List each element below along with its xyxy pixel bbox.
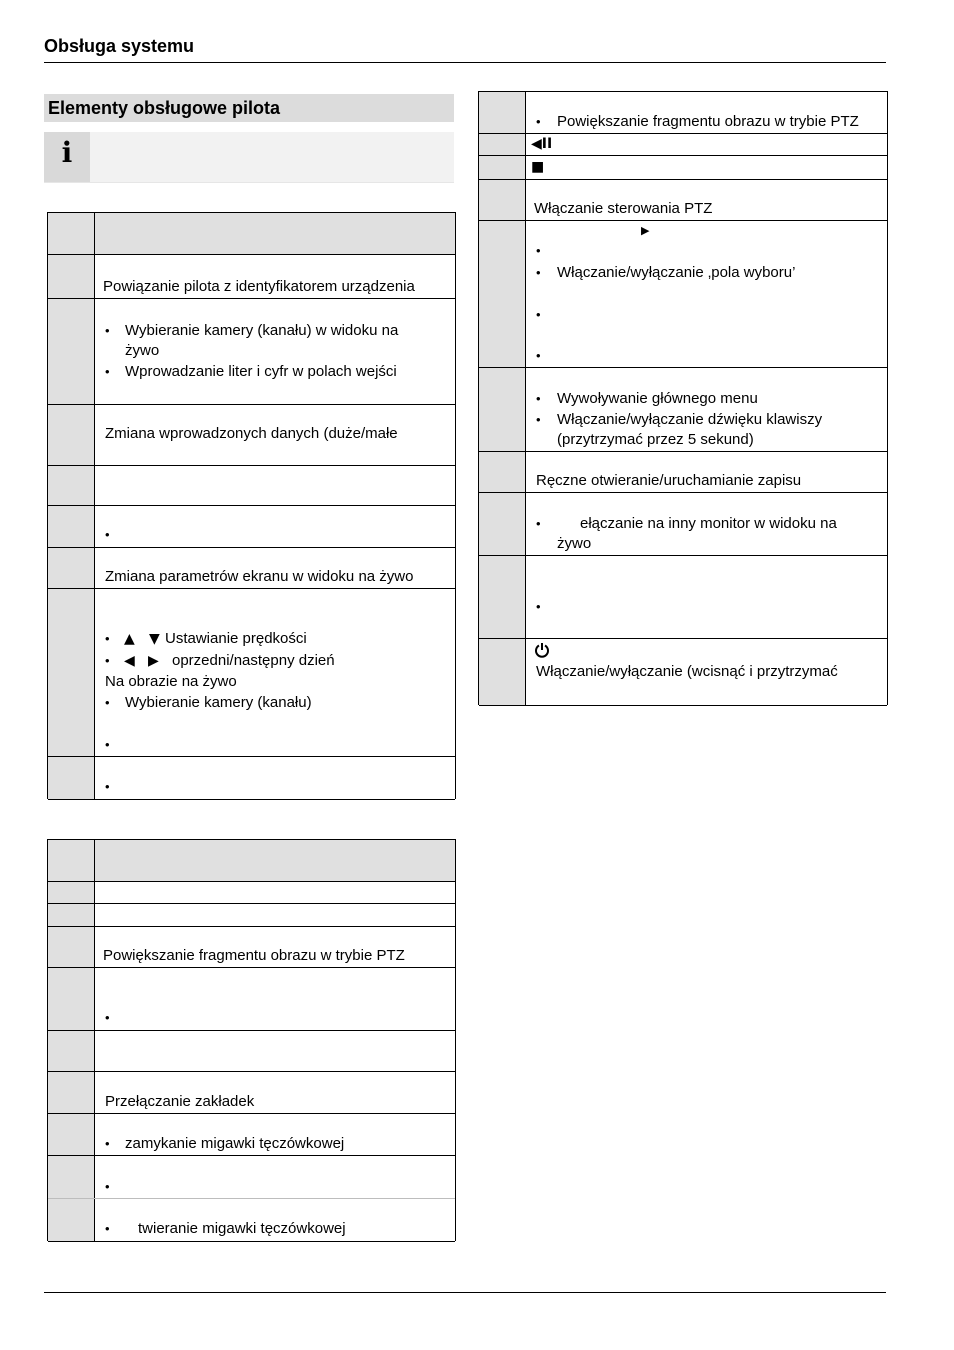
table-row <box>48 927 455 968</box>
row-description: Wprowadzanie liter i cyfr w polach wejści <box>125 363 397 380</box>
key-column-cell <box>48 1114 95 1155</box>
bullet-icon: • <box>105 1221 110 1236</box>
table-row <box>479 556 887 639</box>
key-column-cell <box>48 757 95 799</box>
key-column-cell <box>48 882 95 903</box>
key-column-cell <box>479 180 526 220</box>
key-column-cell <box>48 255 95 298</box>
table-row <box>48 882 455 904</box>
power-icon <box>534 642 550 658</box>
bullet-icon: • <box>105 779 110 794</box>
bullet-icon: • <box>536 265 541 280</box>
key-column-cell <box>479 493 526 555</box>
table-row <box>48 255 455 299</box>
bullet-icon: • <box>536 348 541 363</box>
bullet-icon: • <box>105 1136 110 1151</box>
bullet-icon: • <box>105 323 110 338</box>
row-description: ełączanie na inny monitor w widoku na <box>580 515 837 532</box>
row-description: oprzedni/następny dzień <box>172 652 335 669</box>
bullet-icon: • <box>536 516 541 531</box>
table-row <box>48 1156 455 1199</box>
key-column-cell <box>479 452 526 492</box>
info-icon: i <box>44 132 90 182</box>
row-description: Powiązanie pilota z identyfikatorem urządzenia <box>103 278 415 295</box>
arrow-down-icon: ▼ <box>149 631 160 647</box>
key-column-cell <box>48 1156 95 1198</box>
row-description: żywo <box>125 342 160 359</box>
key-column-cell <box>48 968 95 1030</box>
key-column-cell <box>479 639 526 705</box>
arrow-left-icon: ◀ <box>124 653 135 669</box>
bullet-icon: • <box>105 737 110 752</box>
table-row <box>479 639 887 706</box>
row-description: twieranie migawki tęczówkowej <box>138 1220 346 1237</box>
table-row <box>48 299 455 405</box>
bullet-icon: • <box>105 527 110 542</box>
table-row <box>48 589 455 757</box>
row-description: (przytrzymać przez 5 sekund) <box>557 431 754 448</box>
table-row <box>479 221 887 368</box>
bullet-icon: • <box>105 653 110 668</box>
table-header <box>48 213 455 255</box>
row-description: Na obrazie na żywo <box>105 673 237 690</box>
table-row <box>48 904 455 927</box>
key-column-cell <box>48 1199 95 1241</box>
bullet-icon: • <box>536 599 541 614</box>
row-description: Ustawianie prędkości <box>165 630 307 647</box>
key-column-cell <box>48 299 95 404</box>
row-description: Włączanie/wyłączanie (wcisnąć i przytrzymać <box>536 663 838 680</box>
bullet-icon: • <box>105 631 110 646</box>
table-row <box>479 368 887 452</box>
table-row <box>479 134 887 156</box>
key-column-cell <box>479 134 526 155</box>
table-row <box>48 1072 455 1114</box>
key-column-cell <box>48 1031 95 1071</box>
table-row <box>48 548 455 589</box>
row-description: Zmiana wprowadzonych danych (duże/małe <box>105 425 398 442</box>
arrow-up-icon: ▲ <box>124 631 135 647</box>
table-row <box>479 92 887 134</box>
key-column-cell <box>479 156 526 179</box>
table-row <box>479 156 887 180</box>
row-description: Powiększanie fragmentu obrazu w trybie PTZ <box>103 947 405 964</box>
header-rule <box>44 62 886 63</box>
row-description: Włączanie/wyłączanie dźwięku klawiszy <box>557 411 823 428</box>
bullet-icon: • <box>105 364 110 379</box>
key-column-cell <box>48 405 95 465</box>
table-row <box>48 757 455 800</box>
key-column-cell <box>48 506 95 547</box>
table-row <box>48 1114 455 1156</box>
key-column-cell <box>479 556 526 638</box>
row-description: Włączanie/wyłączanie ‚pola wyboru’ <box>557 264 796 281</box>
row-description: Wybieranie kamery (kanału) w widoku na <box>125 322 399 339</box>
row-description: Włączanie sterowania PTZ <box>534 200 713 217</box>
key-column-cell <box>48 927 95 967</box>
page-header-title: Obsługa systemu <box>44 36 195 56</box>
table-row <box>479 452 887 493</box>
table-row <box>48 968 455 1031</box>
stop-icon: ■ <box>531 159 545 175</box>
row-description: Zmiana parametrów ekranu w widoku na żywo <box>105 568 414 585</box>
row-description: zamykanie migawki tęczówkowej <box>125 1135 345 1152</box>
remote-keys-table-2 <box>47 839 456 1241</box>
key-column-cell <box>48 1072 95 1113</box>
bullet-icon: • <box>105 695 110 710</box>
key-column-cell <box>48 840 95 881</box>
info-note-box <box>44 132 454 183</box>
bullet-icon: • <box>105 1010 110 1025</box>
key-column-cell <box>48 466 95 505</box>
bullet-icon: • <box>536 412 541 427</box>
table-row <box>479 493 887 556</box>
bullet-icon: • <box>105 1179 110 1194</box>
bullet-icon: • <box>536 307 541 322</box>
table-row <box>48 1031 455 1072</box>
key-column-cell <box>48 589 95 756</box>
table-header <box>48 840 455 882</box>
row-description: Powiększanie fragmentu obrazu w trybie PTZ <box>557 113 859 130</box>
table-row <box>479 180 887 221</box>
row-description: Przełączanie zakładek <box>105 1093 255 1110</box>
step-back-pause-icon: ◀II <box>531 136 553 152</box>
key-column-cell <box>48 548 95 588</box>
key-column-cell <box>479 221 526 367</box>
arrow-right-icon: ▶ <box>148 653 159 669</box>
key-column-cell <box>479 368 526 451</box>
bullet-icon: • <box>536 114 541 129</box>
footer-rule <box>44 1292 886 1293</box>
key-column-cell <box>48 213 95 254</box>
table-row <box>48 1199 455 1242</box>
row-description: żywo <box>557 535 592 552</box>
row-description: Ręczne otwieranie/uruchamianie zapisu <box>536 472 802 489</box>
key-column-cell <box>479 92 526 133</box>
remote-keys-table-3 <box>478 91 888 705</box>
row-description: Wywoływanie głównego menu <box>557 390 758 407</box>
table-row <box>48 466 455 506</box>
bullet-icon: • <box>536 243 541 258</box>
table-row <box>48 405 455 466</box>
play-arrow-icon: ▶ <box>641 224 650 237</box>
row-description: Wybieranie kamery (kanału) <box>125 694 312 711</box>
table-row <box>48 506 455 548</box>
bullet-icon: • <box>536 391 541 406</box>
remote-keys-table-1 <box>47 212 456 799</box>
key-column-cell <box>48 904 95 926</box>
section-title: Elementy obsługowe pilota <box>44 94 454 122</box>
